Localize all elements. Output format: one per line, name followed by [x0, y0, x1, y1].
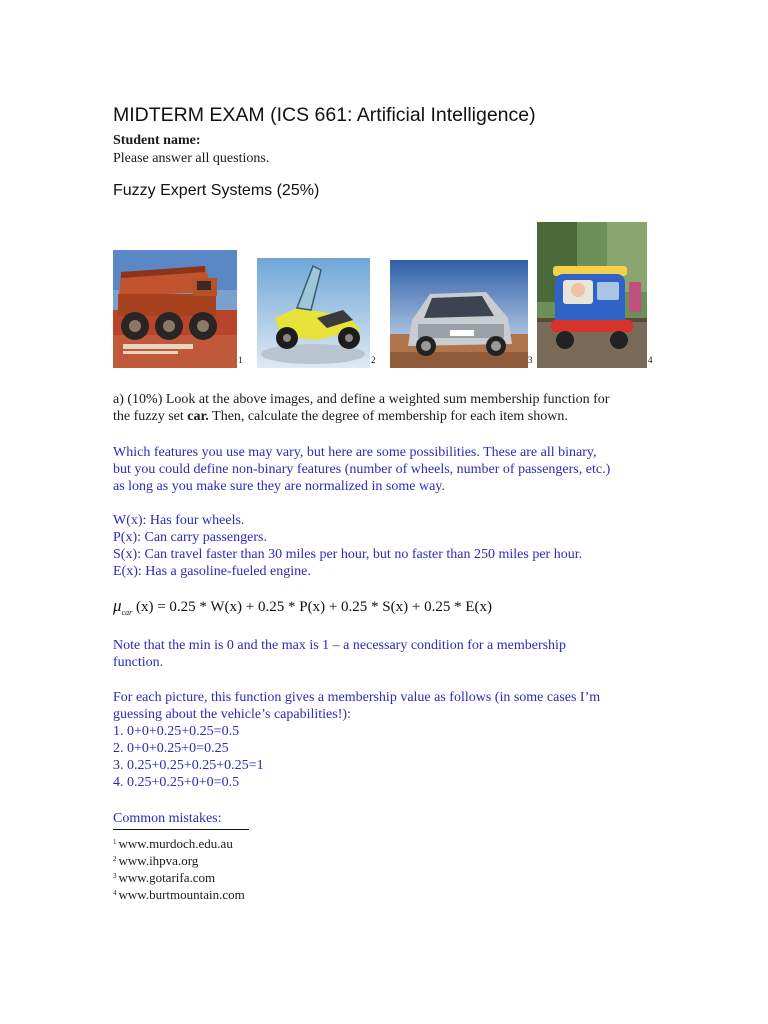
result-item: 4. 0.25+0.25+0+0=0.5 [113, 775, 240, 790]
feature-list [113, 512, 658, 580]
image-4-footnote-ref: 4 [648, 355, 653, 365]
answer-intro-line: Which features you use may vary, but here are some possibilities. These are all binary, [113, 445, 597, 460]
formula-subscript: car [121, 608, 133, 617]
answer-intro [113, 444, 658, 495]
note-line: Note that the min is 0 and the max is 1 – a necessary condition for a membership [113, 638, 566, 653]
toy-car-image [537, 222, 647, 368]
question-line-1: a) (10%) Look at the above images, and define a weighted sum membership function for [113, 392, 610, 407]
question-a [113, 391, 658, 425]
results-list [113, 723, 658, 791]
student-name-label: Student name: [113, 133, 201, 148]
results-intro-line: For each picture, this function gives a membership value as follows (in some cases I’m [113, 690, 601, 705]
results-intro-line: guessing about the vehicle’s capabilities!): [113, 707, 351, 722]
answer-intro-line: as long as you make sure they are normalized in some way. [113, 479, 445, 494]
footnote-divider [113, 829, 249, 830]
formula-mu: μ [113, 596, 122, 615]
note [113, 637, 658, 671]
footnote: $^2$ www.ihpva.org [113, 853, 199, 868]
result-item: 3. 0.25+0.25+0.25+0.25=1 [113, 758, 264, 773]
human-powered-vehicle-image [257, 258, 370, 368]
question-line-2: the fuzzy set car. Then, calculate the degree of membership for each item shown. [113, 409, 568, 424]
footnote: $^4$ www.burtmountain.com [113, 887, 245, 902]
footnote: $^1$ www.murdoch.edu.au [113, 836, 233, 851]
feature-item: E(x): Has a gasoline-fueled engine. [113, 564, 311, 579]
dump-truck-image [113, 250, 237, 368]
common-mistakes-heading: Common mistakes: [113, 811, 222, 826]
note-line: function. [113, 655, 164, 670]
membership-formula [113, 596, 492, 617]
section-title: Fuzzy Expert Systems (25%) [113, 182, 320, 199]
image-1-footnote-ref: 1 [238, 355, 243, 365]
result-item: 1. 0+0+0.25+0.25=0.5 [113, 724, 240, 739]
feature-item: P(x): Can carry passengers. [113, 530, 267, 545]
fuzzy-set-name: car. [187, 409, 209, 424]
image-2-footnote-ref: 2 [371, 355, 376, 365]
results-intro [113, 689, 658, 723]
silver-car-image [390, 260, 528, 368]
result-item: 2. 0+0+0.25+0=0.25 [113, 741, 229, 756]
footnote: $^3$ www.gotarifa.com [113, 870, 216, 885]
instructions: Please answer all questions. [113, 151, 270, 166]
feature-item: S(x): Can travel faster than 30 miles per hour, but no faster than 250 miles per hour. [113, 547, 583, 562]
image-3-footnote-ref: 3 [528, 355, 533, 365]
answer-intro-line: but you could define non-binary features (number of wheels, number of passengers, etc.) [113, 462, 611, 477]
formula-body: (x) = 0.25 * W(x) + 0.25 * P(x) + 0.25 * S(x) + 0.25 * E(x) [135, 599, 492, 615]
exam-title: MIDTERM EXAM (ICS 661: Artificial Intelligence) [113, 104, 536, 126]
feature-item: W(x): Has four wheels. [113, 513, 245, 528]
